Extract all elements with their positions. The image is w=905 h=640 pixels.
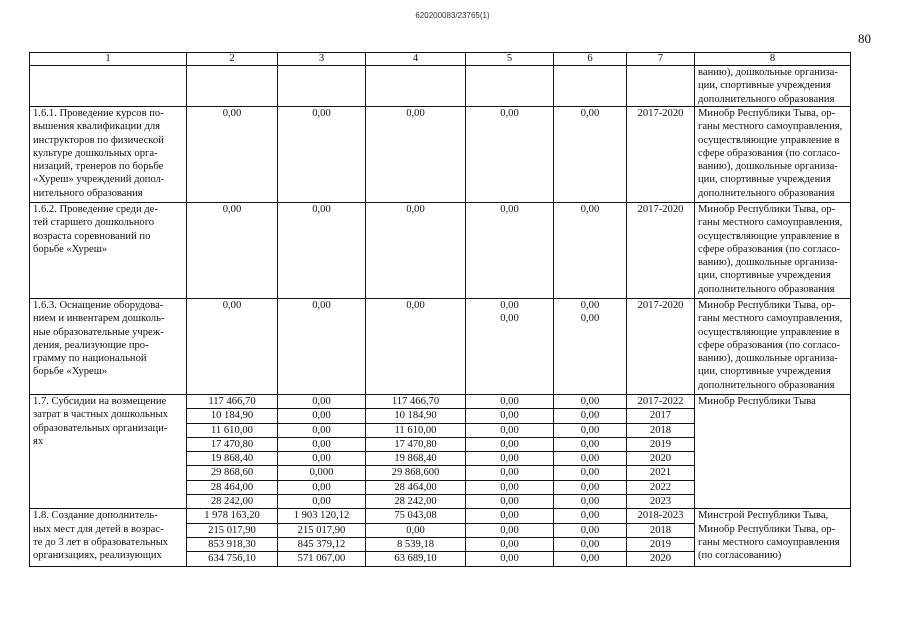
text-line: нительного образования — [33, 187, 143, 199]
local-value: 0,00 — [466, 466, 554, 480]
text-line: (по согласованию) — [698, 550, 782, 562]
total-value: 0,00 — [187, 107, 278, 203]
other-value: 0,00 — [554, 395, 627, 409]
federal-value: 0,000 — [278, 466, 366, 480]
republic-value: 75 043,08 — [366, 509, 466, 523]
text-line: борьбе «Хуреш» — [33, 243, 108, 255]
federal-value: 0,00 — [278, 395, 366, 409]
period-value: 2020 — [627, 552, 695, 566]
table-row-1-6-1 — [30, 107, 851, 203]
text-line: нием и инвентарем дошколь- — [33, 313, 165, 325]
total-value: 28 242,00 — [187, 495, 278, 509]
text-line: сфере образования (по согласо- — [698, 243, 841, 255]
text-line: Минстрой Республики Тыва, — [698, 510, 829, 522]
text-line: «Хуреш» учреждений допол- — [33, 174, 165, 186]
local-value: 0,00 — [466, 495, 554, 509]
republic-value: 28 242,00 — [366, 495, 466, 509]
measure-title — [30, 299, 187, 395]
text-line: ции, спортивные учреждения — [698, 270, 831, 282]
total-value: 29 868,60 — [187, 466, 278, 480]
column-header: 5 — [466, 53, 554, 66]
text-line: 0,00 — [580, 300, 600, 311]
other-value: 0,00 — [554, 107, 627, 203]
text-line: дополнительного образования — [698, 283, 835, 295]
text-line: ванию), дошкольные организа- — [698, 257, 838, 269]
text-line: те до 3 лет в образовательных — [33, 536, 169, 548]
executor-cell — [695, 395, 851, 509]
measure-title — [30, 107, 187, 203]
republic-value: 29 868,600 — [366, 466, 466, 480]
text-line: дополнительного образования — [698, 93, 835, 105]
republic-value: 0,00 — [366, 107, 466, 203]
other-value: 0,00 — [554, 437, 627, 451]
text-line: ванию), дошкольные организа- — [698, 353, 838, 365]
executor-cell — [695, 107, 851, 203]
federal-value: 0,00 — [278, 203, 366, 299]
column-header: 3 — [278, 53, 366, 66]
text-line: 1.7. Субсидии на возмещение — [33, 396, 167, 407]
period-value: 2020 — [627, 452, 695, 466]
text-line: Минобр Республики Тыва, ор- — [698, 523, 836, 535]
text-line: 0,00 — [500, 300, 519, 311]
text-line: осуществляющие управление в — [698, 134, 840, 146]
text-line: ции, спортивные учреждения — [698, 174, 831, 186]
period-value: 2018 — [627, 423, 695, 437]
text-line: организациях, реализующих — [33, 550, 162, 562]
local-value: 0,00 — [466, 523, 554, 537]
text-line: ганы местного самоуправления, — [698, 121, 843, 133]
local-value: 0,00 — [466, 395, 554, 409]
local-value: 0,00 — [466, 452, 554, 466]
text-line: ганы местного самоуправления, — [698, 313, 843, 325]
text-line: Минобр Республики Тыва, ор- — [698, 300, 836, 311]
federal-value: 0,00 — [278, 107, 366, 203]
program-table — [29, 52, 851, 567]
other-value: 0,00 — [554, 552, 627, 566]
text-line: затрат в частных дошкольных — [33, 409, 168, 421]
federal-value: 0,00 — [278, 452, 366, 466]
federal-value: 0,00 — [278, 480, 366, 494]
other-value: 0,00 — [554, 495, 627, 509]
text-line: ных мест для детей в возрас- — [33, 523, 164, 535]
text-line: сфере образования (по согласо- — [698, 147, 841, 159]
total-value: 19 868,40 — [187, 452, 278, 466]
total-value: 117 466,70 — [187, 395, 278, 409]
republic-value: 63 689,10 — [366, 552, 466, 566]
total-value: 853 918,30 — [187, 537, 278, 551]
period-value: 2017-2020 — [627, 107, 695, 203]
total-value: 0,00 — [187, 203, 278, 299]
text-line: дополнительного образования — [698, 379, 835, 391]
total-value: 28 464,00 — [187, 480, 278, 494]
republic-value: 8 539,18 — [366, 537, 466, 551]
period-value: 2019 — [627, 437, 695, 451]
text-line: грамму по национальной — [33, 353, 147, 365]
period-value: 2017 — [627, 409, 695, 423]
republic-value: 117 466,70 — [366, 395, 466, 409]
republic-value: 11 610,00 — [366, 423, 466, 437]
text-line: ях — [33, 435, 44, 447]
column-header-row — [30, 53, 851, 66]
text-line: 1.6.3. Оснащение оборудова- — [33, 300, 164, 311]
local-value: 0,00 — [466, 203, 554, 299]
other-value: 0,00 — [554, 480, 627, 494]
period-value: 2022 — [627, 480, 695, 494]
text-line: ные образовательные учреж- — [33, 326, 164, 338]
local-value: 0,00 — [466, 537, 554, 551]
text-line: ции, спортивные учреждения — [698, 366, 831, 378]
local-value: 0,00 — [466, 480, 554, 494]
text-line: ванию), дошкольные организа- — [698, 161, 838, 173]
text-line: осуществляющие управление в — [698, 230, 840, 242]
federal-value: 1 903 120,12 — [278, 509, 366, 523]
executor-cell — [695, 509, 851, 566]
text-line: ции, спортивные учреждения — [698, 80, 831, 92]
federal-value: 0,00 — [278, 299, 366, 395]
federal-value: 0,00 — [278, 409, 366, 423]
text-line: Минобр Республики Тыва — [698, 396, 816, 407]
local-value: 0,00 — [466, 437, 554, 451]
text-line: вышения квалификации для — [33, 121, 161, 133]
text-line: ганы местного самоуправления, — [698, 217, 843, 229]
total-value: 0,00 — [187, 299, 278, 395]
total-value: 634 756,10 — [187, 552, 278, 566]
total-value: 17 470,80 — [187, 437, 278, 451]
federal-value: 845 379,12 — [278, 537, 366, 551]
text-line: 1.8. Создание дополнитель- — [33, 510, 158, 522]
local-value: 0,00 — [466, 552, 554, 566]
measure-title — [30, 509, 187, 566]
republic-value: 0,00 — [366, 299, 466, 395]
executor-cell — [695, 299, 851, 395]
republic-value: 19 868,40 — [366, 452, 466, 466]
total-value: 215 017,90 — [187, 523, 278, 537]
column-header: 7 — [627, 53, 695, 66]
text-line: 1.6.1. Проведение курсов по- — [33, 108, 164, 119]
other-value: 0,00 — [554, 452, 627, 466]
other-value: 0,00 — [554, 423, 627, 437]
republic-value: 0,00 — [366, 523, 466, 537]
period-value: 2021 — [627, 466, 695, 480]
text-line: 0,00 — [500, 313, 519, 325]
local-value: 0,00 — [466, 509, 554, 523]
republic-value: 10 184,90 — [366, 409, 466, 423]
text-line: сфере образования (по согласо- — [698, 339, 841, 351]
other-value: 0,00 — [554, 203, 627, 299]
period-value: 2017-2020 — [627, 203, 695, 299]
text-line: осуществляющие управление в — [698, 326, 840, 338]
column-header: 4 — [366, 53, 466, 66]
federal-value: 0,00 — [278, 437, 366, 451]
column-header: 2 — [187, 53, 278, 66]
period-value: 2017-2022 — [627, 395, 695, 409]
table-row-1-6-2 — [30, 203, 851, 299]
federal-value: 0,00 — [278, 423, 366, 437]
other-value: 0,00 — [554, 523, 627, 537]
other-value — [554, 299, 627, 395]
text-line: ганы местного самоуправления — [698, 536, 840, 548]
republic-value: 28 464,00 — [366, 480, 466, 494]
text-line: тей старшего дошкольного — [33, 217, 155, 229]
column-header: 8 — [695, 53, 851, 66]
text-line: инструкторов по физической — [33, 134, 164, 146]
other-value: 0,00 — [554, 409, 627, 423]
period-value: 2017-2020 — [627, 299, 695, 395]
text-line: 0,00 — [580, 313, 600, 325]
document-id: 620200083/23765(1) — [415, 11, 490, 20]
local-value — [466, 299, 554, 395]
other-value: 0,00 — [554, 466, 627, 480]
text-line: ванию), дошкольные организа- — [698, 67, 838, 78]
period-value: 2018-2023 — [627, 509, 695, 523]
total-value: 11 610,00 — [187, 423, 278, 437]
local-value: 0,00 — [466, 107, 554, 203]
text-line: культуре дошкольных орга- — [33, 147, 158, 159]
federal-value: 571 067,00 — [278, 552, 366, 566]
measure-title — [30, 395, 187, 509]
continuation-row — [30, 66, 851, 107]
table-row-1-6-3 — [30, 299, 851, 395]
period-value: 2019 — [627, 537, 695, 551]
table-row-1-8 — [30, 509, 851, 523]
measure-title — [30, 203, 187, 299]
page-number: 80 — [858, 31, 871, 46]
text-line: дополнительного образования — [698, 187, 835, 199]
republic-value: 17 470,80 — [366, 437, 466, 451]
local-value: 0,00 — [466, 409, 554, 423]
text-line: борьбе «Хуреш» — [33, 366, 108, 378]
text-line: образовательных организаци- — [33, 422, 168, 434]
text-line: Минобр Республики Тыва, ор- — [698, 108, 836, 119]
federal-value: 215 017,90 — [278, 523, 366, 537]
period-value: 2018 — [627, 523, 695, 537]
column-header: 6 — [554, 53, 627, 66]
text-line: дения, реализующие про- — [33, 339, 149, 351]
text-line: низаций, тренеров по борьбе — [33, 161, 164, 173]
table-row-1-7 — [30, 395, 851, 409]
other-value: 0,00 — [554, 509, 627, 523]
period-value: 2023 — [627, 495, 695, 509]
executor-cell — [695, 203, 851, 299]
federal-value: 0,00 — [278, 495, 366, 509]
text-line: Минобр Республики Тыва, ор- — [698, 204, 836, 215]
text-line: 1.6.2. Проведение среди де- — [33, 204, 158, 215]
total-value: 1 978 163,20 — [187, 509, 278, 523]
text-line: возраста соревнований по — [33, 230, 151, 242]
total-value: 10 184,90 — [187, 409, 278, 423]
republic-value: 0,00 — [366, 203, 466, 299]
column-header: 1 — [30, 53, 187, 66]
executor-cell — [695, 66, 851, 107]
local-value: 0,00 — [466, 423, 554, 437]
other-value: 0,00 — [554, 537, 627, 551]
